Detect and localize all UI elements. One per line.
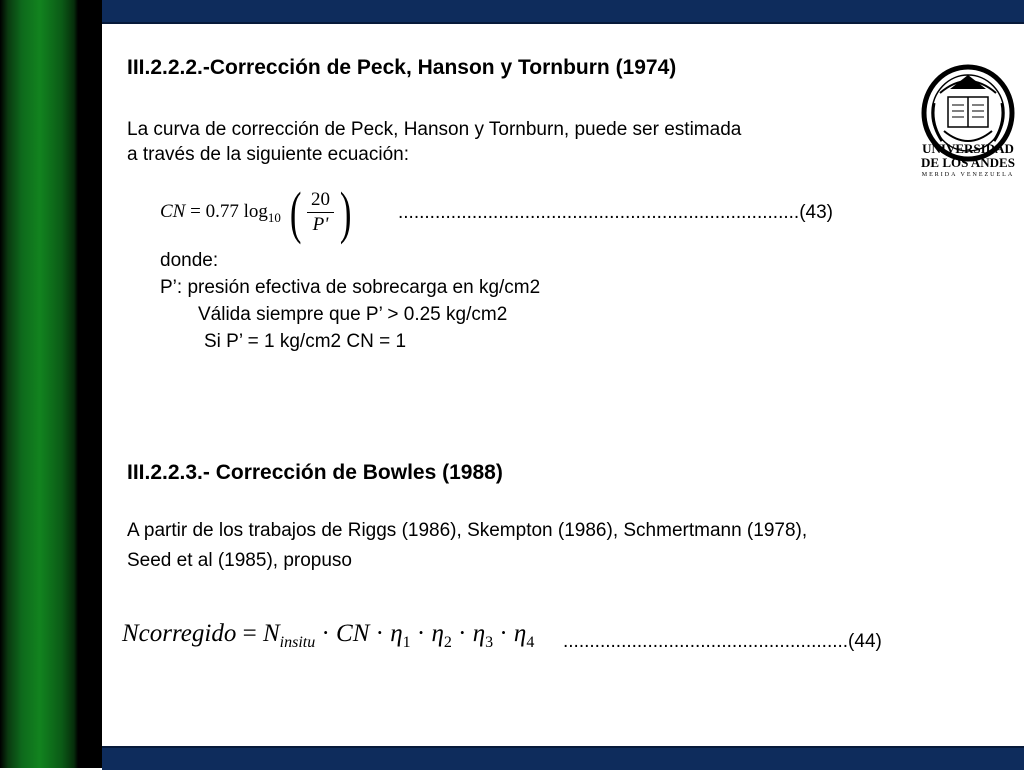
- eq44-dot-5: ·: [499, 620, 508, 647]
- eq43-fraction: [307, 188, 334, 237]
- eq44-eta-4: η: [513, 620, 527, 647]
- eq44-eta-4-subscript: 4: [526, 634, 535, 651]
- intro-line-1: La curva de corrección de Peck, Hanson y Tornburn, puede ser estimada: [127, 119, 742, 140]
- eq44-eta-1: η: [390, 620, 403, 647]
- eq44-dot-1: ·: [321, 620, 330, 647]
- eq44-eta-2: η: [431, 620, 444, 647]
- eq44-dot-2: ·: [375, 620, 384, 647]
- eq44-cn: CN: [336, 620, 370, 647]
- bottom-decorative-bar: [102, 746, 1024, 770]
- eq44-eta-2-subscript: 2: [443, 634, 452, 651]
- section-heading-peck: III.2.2.2.-Corrección de Peck, Hanson y Tornburn (1974): [127, 56, 677, 79]
- left-decorative-band: [0, 0, 102, 768]
- eq44-eta-3: η: [472, 620, 486, 647]
- p-definition: P’: presión efectiva de sobrecarga en kg/cm2: [160, 277, 541, 298]
- eq44-n: N: [262, 620, 280, 647]
- eq43-denominator: P': [312, 214, 329, 236]
- eq43-equals: =: [190, 201, 201, 222]
- equation-44-reference: ......................................................(44): [563, 631, 882, 652]
- eq43-coefficient: 0.77: [205, 201, 239, 222]
- equation-43-reference: ............................................................................(43): [398, 202, 833, 223]
- intro-line-2: a través de la siguiente ecuación:: [127, 144, 410, 165]
- eq44-equals: =: [242, 620, 257, 647]
- top-decorative-bar: [102, 0, 1024, 24]
- eq43-left-paren: (: [289, 179, 302, 245]
- eq43-log-base: 10: [267, 209, 281, 225]
- bowles-body-line-2: Seed et al (1985), propuso: [127, 550, 352, 571]
- eq44-eta-3-subscript: 3: [485, 634, 494, 651]
- donde-label: donde:: [160, 250, 219, 271]
- logo-text-line3: MERIDA VENEZUELA: [921, 172, 1015, 178]
- eq43-numerator: 20: [307, 188, 334, 213]
- eq44-lhs: Ncorregido: [122, 620, 237, 647]
- equation-43: [160, 179, 355, 248]
- eq43-right-paren: ): [339, 179, 352, 245]
- equation-44: [122, 620, 534, 652]
- eq44-n-subscript: insitu: [279, 634, 316, 651]
- special-case: Si P’ = 1 kg/cm2 CN = 1: [204, 331, 407, 352]
- eq43-log: log: [243, 201, 268, 222]
- logo-text-line1: UNIVERSIDAD: [922, 141, 1014, 156]
- section-heading-bowles: III.2.2.3.- Corrección de Bowles (1988): [127, 461, 503, 484]
- eq44-dot-3: ·: [416, 620, 426, 647]
- eq44-dot-4: ·: [458, 620, 467, 647]
- validity-condition: Válida siempre que P’ > 0.25 kg/cm2: [198, 304, 508, 325]
- bowles-body-line-1: A partir de los trabajos de Riggs (1986), Skempton (1986), Schmertmann (1978),: [127, 520, 808, 541]
- eq43-lhs: CN: [160, 201, 186, 222]
- logo-text-line2: DE LOS ANDES: [921, 155, 1015, 170]
- eq44-eta-1-subscript: 1: [402, 634, 411, 651]
